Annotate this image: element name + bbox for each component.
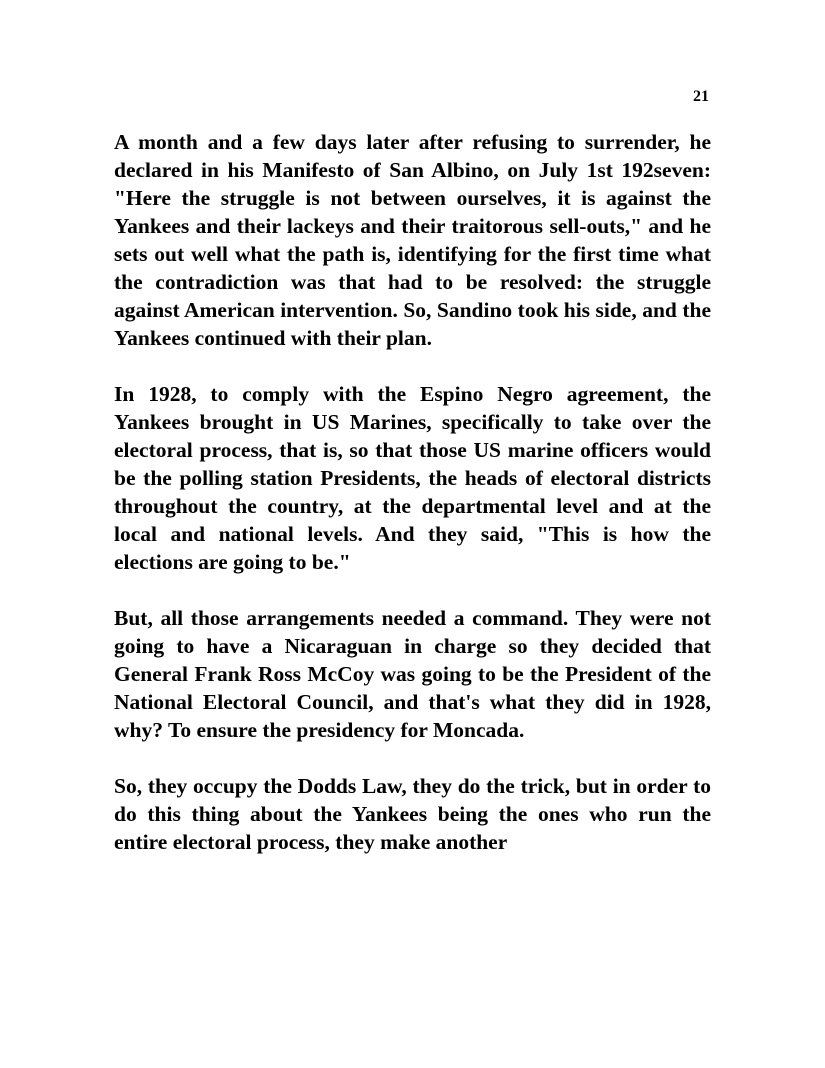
body-text (114, 128, 711, 884)
paragraph-4: So, they occupy the Dodds Law, they do the trick, but in order to do this thing about the Yankees being the ones who run the entire electoral process, they make another (114, 774, 711, 854)
paragraph-2: In 1928, to comply with the Espino Negro agreement, the Yankees brought in US Marines, specifically to take over the electoral process, that is, so that those US marine officers would be the polling station Presidents, the heads of electoral districts throughout the country, at the departmental level and at the local and national levels. And they said, "This is how the elections are going to be." (114, 382, 711, 574)
page-number: 21 (693, 88, 709, 105)
paragraph-3: But, all those arrangements needed a command. They were not going to have a Nicaraguan in charge so they decided that General Frank Ross McCoy was going to be the President of the National Electoral Council, and that's what they did in 1928, why? To ensure the presidency for Moncada. (114, 606, 711, 742)
paragraph-1: A month and a few days later after refusing to surrender, he declared in his Manifesto of San Albino, on July 1st 192seven: "Here the struggle is not between ourselves, it is against the Yankees and their lackeys and their traitorous sell-outs," and he sets out well what the path is, identifying for the first time what the contradiction was that had to be resolved: the struggle against American intervention. So, Sandino took his side, and the Yankees continued with their plan. (114, 130, 711, 350)
